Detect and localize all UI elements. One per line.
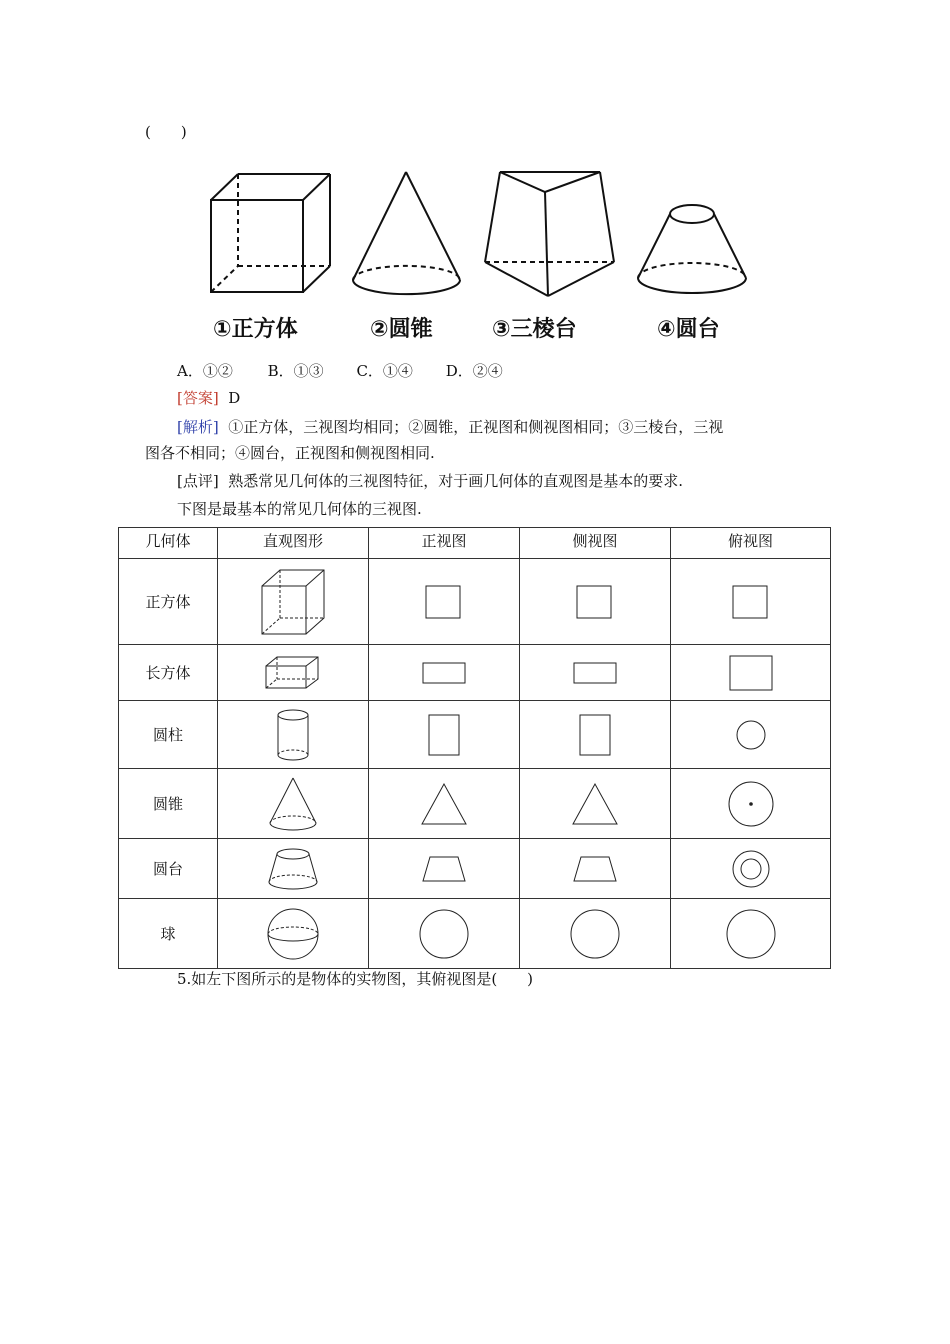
shape-label-frustum: ④圆台 xyxy=(657,317,720,342)
square-top-icon xyxy=(731,584,771,620)
option-b: B．①③ xyxy=(267,362,324,380)
shape-label-triangular-frustum: ③三棱台 xyxy=(492,317,577,342)
table-intro: 下图是最基本的常见几何体的三视图. xyxy=(177,500,422,518)
option-c: C．①④ xyxy=(356,362,413,380)
circle-top-icon xyxy=(734,718,768,752)
row-name: 球 xyxy=(119,899,218,969)
options-line xyxy=(177,361,503,381)
table-row xyxy=(119,769,831,839)
comment-tag: [点评] xyxy=(177,472,219,490)
rectangle-side-icon xyxy=(572,661,618,685)
circle-front-icon xyxy=(417,907,471,961)
circle-top-icon xyxy=(724,907,778,961)
cube-figure-cell xyxy=(218,559,369,645)
frustum-figure xyxy=(638,205,746,293)
analysis-tag: [解析] xyxy=(177,418,219,436)
header-solid: 几何体 xyxy=(119,528,218,559)
three-view-table xyxy=(118,527,831,969)
row-name: 圆台 xyxy=(119,839,218,899)
rectangle-front-icon xyxy=(421,661,467,685)
row-name: 圆柱 xyxy=(119,701,218,769)
row-name: 圆锥 xyxy=(119,769,218,839)
answer-value: D xyxy=(228,389,241,407)
rectangle-front-icon xyxy=(427,713,461,757)
row-name: 长方体 xyxy=(119,645,218,701)
frustum-icon xyxy=(266,846,320,892)
cone-figure xyxy=(353,172,460,294)
circle-side-icon xyxy=(568,907,622,961)
analysis-line-2: 图各不相同；④圆台，正视图和侧视图相同. xyxy=(145,444,435,462)
header-figure: 直观图形 xyxy=(218,528,369,559)
triangle-side-icon xyxy=(570,781,620,827)
table-row xyxy=(119,701,831,769)
question-prefix: ( ) xyxy=(145,123,187,141)
square-side-icon xyxy=(575,584,615,620)
cylinder-icon xyxy=(275,707,311,763)
table-row xyxy=(119,899,831,969)
answer-tag: [答案] xyxy=(177,389,219,407)
cube-icon xyxy=(258,566,328,638)
comment-text: 熟悉常见几何体的三视图特征，对于画几何体的直观图是基本的要求. xyxy=(228,472,684,490)
rectangle-top-icon xyxy=(728,654,774,692)
next-question: 5.如左下图所示的是物体的实物图，其俯视图是( ) xyxy=(177,970,534,988)
header-side-view: 侧视图 xyxy=(520,528,671,559)
row-name: 正方体 xyxy=(119,559,218,645)
analysis-text-1: ①正方体，三视图均相同；②圆锥，正视图和侧视图相同；③三棱台，三视 xyxy=(228,418,724,436)
trapezoid-front-icon xyxy=(420,855,468,883)
sphere-icon xyxy=(264,906,322,962)
option-a: A．①② xyxy=(177,362,233,380)
answer-line xyxy=(177,388,240,408)
concentric-circles-top-icon xyxy=(729,847,773,891)
header-front-view: 正视图 xyxy=(369,528,520,559)
analysis-line-1 xyxy=(177,417,723,437)
trapezoid-side-icon xyxy=(571,855,619,883)
triangle-front-icon xyxy=(419,781,469,827)
shape-label-cube: ①正方体 xyxy=(213,317,298,342)
circle-dot-top-icon xyxy=(726,779,776,829)
header-top-view: 俯视图 xyxy=(671,528,831,559)
option-d: D．②④ xyxy=(445,362,503,380)
table-row xyxy=(119,645,831,701)
comment-line xyxy=(177,471,683,491)
cuboid-icon xyxy=(263,654,323,692)
shape-label-cone: ②圆锥 xyxy=(370,317,433,342)
rectangle-side-icon xyxy=(578,713,612,757)
table-row xyxy=(119,559,831,645)
cube-figure xyxy=(211,174,330,292)
table-header-row xyxy=(119,528,831,559)
table-row xyxy=(119,839,831,899)
solids-figure xyxy=(0,0,950,310)
triangular-frustum-figure xyxy=(485,172,614,296)
square-front-icon xyxy=(424,584,464,620)
cone-icon xyxy=(267,775,319,833)
